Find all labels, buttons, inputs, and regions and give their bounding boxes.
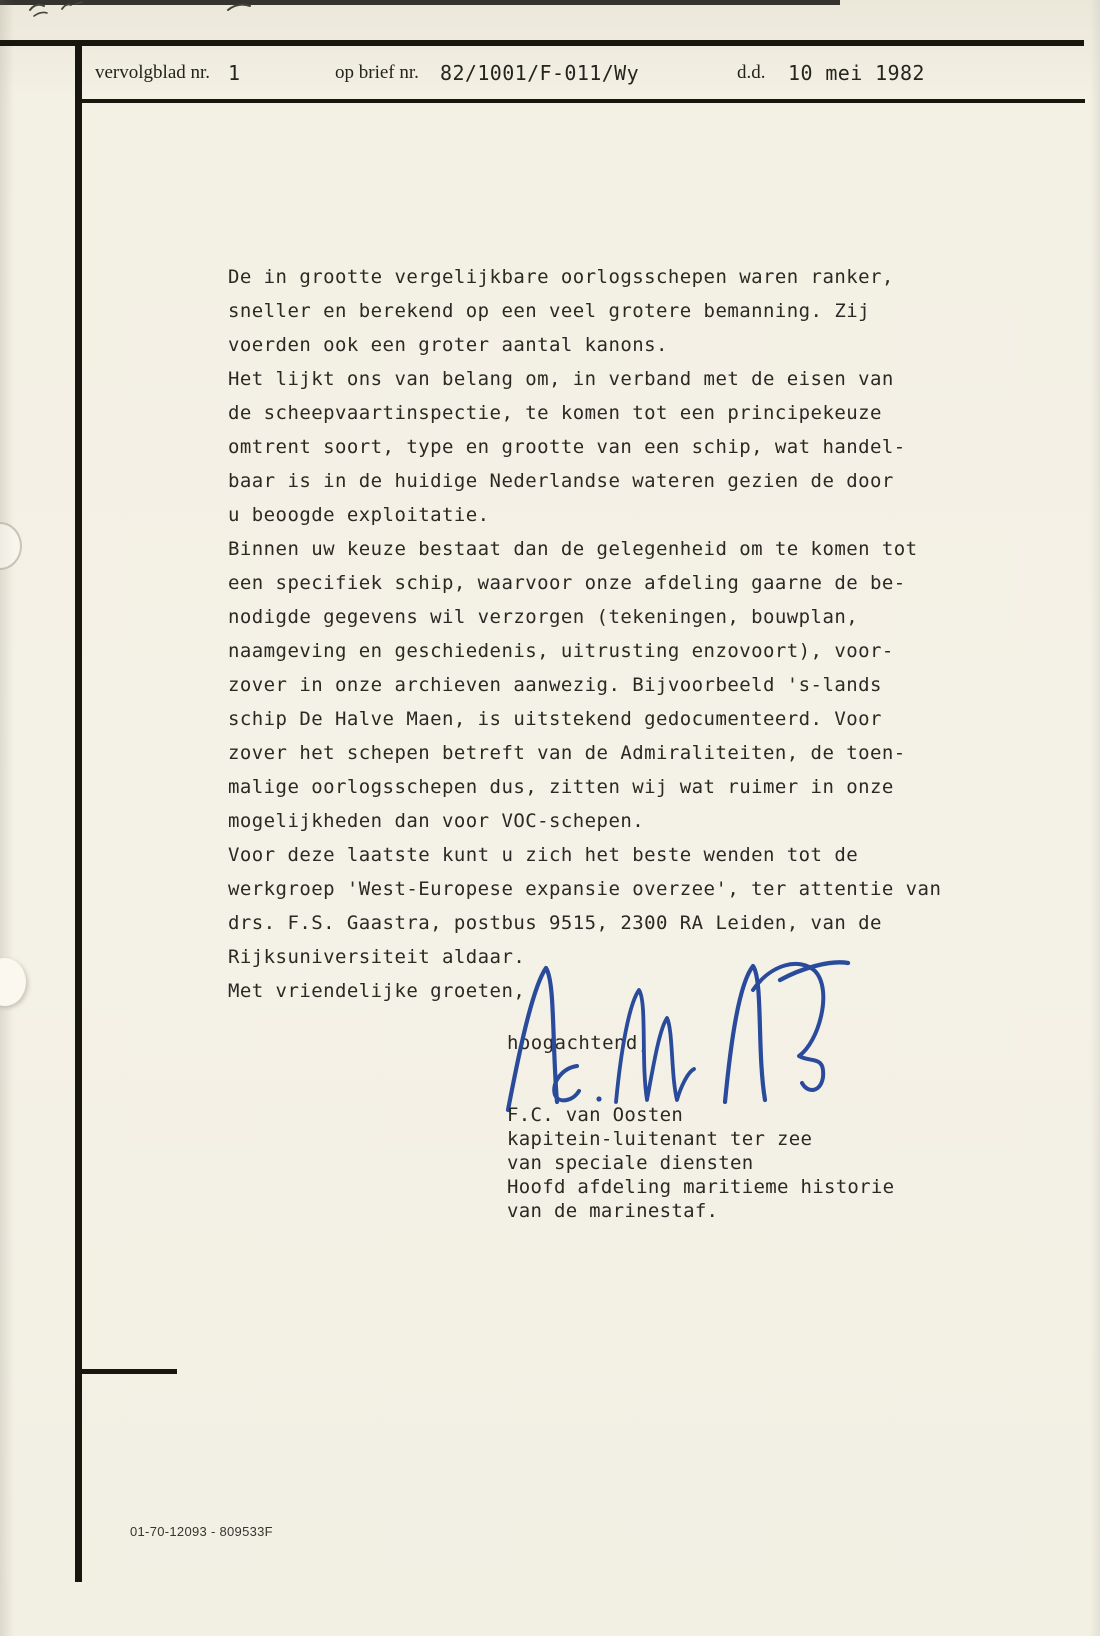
sheet-number-label: vervolgblad nr. [95, 62, 211, 83]
body-text-line: malige oorlogsschepen dus, zitten wij wat ruimer in onze [228, 776, 894, 798]
body-text-line: naamgeving en geschiedenis, uitrusting enzovoort), voor- [228, 640, 894, 662]
paper-right-edge-shadow [1090, 0, 1100, 1636]
body-text-line: u beoogde exploitatie. [228, 504, 490, 526]
letter-number-value: 82/1001/F-011/Wy [440, 61, 640, 85]
margin-tick-rule [76, 1369, 177, 1374]
signature-block-line: Hoofd afdeling maritieme historie [507, 1176, 895, 1198]
body-text-line: nodigde gegevens wil verzorgen (tekeningen, bouwplan, [228, 606, 859, 628]
signature-block-line: F.C. van Oosten [507, 1104, 684, 1126]
body-text-line: omtrent soort, type en grootte van een schip, wat handel- [228, 436, 906, 458]
body-text-line: zover het schepen betreft van de Admiraliteiten, de toen- [228, 742, 906, 764]
letter-number-label: op brief nr. [335, 62, 419, 83]
body-text-line: Rijksuniversiteit aldaar. [228, 946, 526, 968]
body-text-line: drs. F.S. Gaastra, postbus 9515, 2300 RA Leiden, van de [228, 912, 882, 934]
date-value: 10 mei 1982 [788, 61, 925, 85]
body-text-line: schip De Halve Maen, is uitstekend gedocumenteerd. Voor [228, 708, 882, 730]
form-header-row [0, 48, 1100, 98]
page-bottom-scan-strip [0, 0, 840, 5]
letter-body [228, 260, 988, 1008]
body-text-line: Met vriendelijke groeten, [228, 980, 526, 1002]
body-text-line: Voor deze laatste kunt u zich het beste wenden tot de [228, 844, 859, 866]
body-text-line: een specifiek schip, waarvoor onze afdeling gaarne de be- [228, 572, 906, 594]
punch-hole [0, 958, 26, 1006]
body-text-line: werkgroep 'West-Europese expansie overzee', ter attentie van [228, 878, 942, 900]
body-text-line: De in grootte vergelijkbare oorlogsschepen waren ranker, [228, 266, 894, 288]
body-text-line: sneller en berekend op een veel grotere bemanning. Zij [228, 300, 871, 322]
body-text-line: Binnen uw keuze bestaat dan de gelegenheid om te komen tot [228, 538, 918, 560]
body-text-line: Het lijkt ons van belang om, in verband met de eisen van [228, 368, 894, 390]
date-label: d.d. [737, 62, 766, 83]
header-bottom-rule [78, 99, 1085, 103]
body-text-line: de scheepvaartinspectie, te komen tot een principekeuze [228, 402, 882, 424]
body-text-line: zover in onze archieven aanwezig. Bijvoorbeeld 's-lands [228, 674, 882, 696]
signature-block-line: kapitein-luitenant ter zee [507, 1128, 813, 1150]
signature-block [507, 1103, 894, 1223]
signature-block-line: van speciale diensten [507, 1152, 754, 1174]
closing-salutation: hoogachtend, [507, 1032, 650, 1054]
paper-left-edge-shadow [0, 0, 14, 1636]
left-vertical-rule [75, 42, 82, 1582]
top-horizontal-rule [0, 40, 1084, 46]
body-text-line: voerden ook een groter aantal kanons. [228, 334, 668, 356]
signature-block-line: van de marinestaf. [507, 1200, 719, 1222]
body-text-line: baar is in de huidige Nederlandse wateren gezien de door [228, 470, 894, 492]
form-print-code: 01-70-12093 - 809533F [130, 1524, 273, 1539]
punch-hole [0, 522, 22, 570]
body-text-line: mogelijkheden dan voor VOC-schepen. [228, 810, 645, 832]
sheet-number-value: 1 [228, 61, 241, 85]
